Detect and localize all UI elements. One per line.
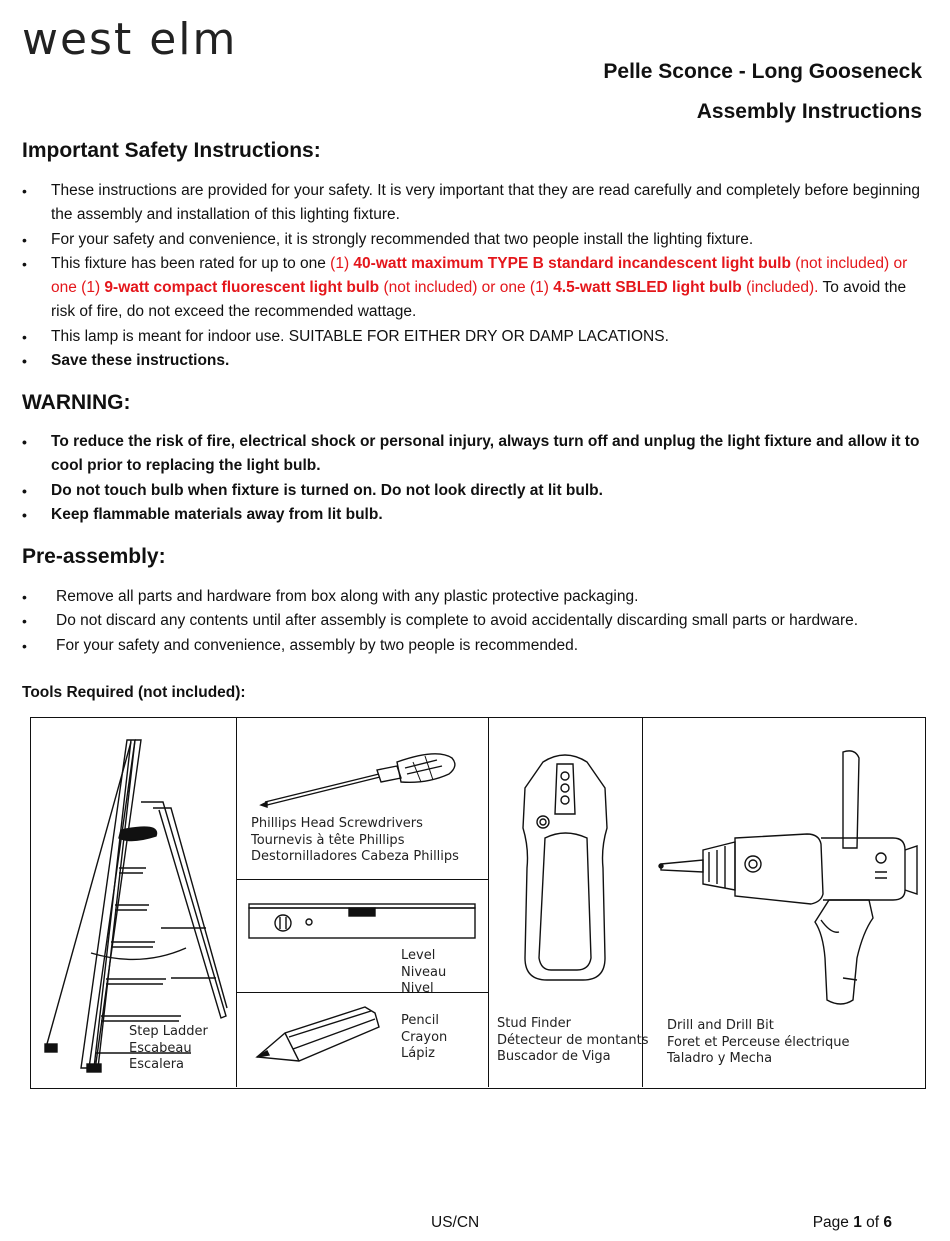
caption-line: Détecteur de montants [497,1032,649,1048]
drill-cell [643,718,925,1087]
document-subtitle: Assembly Instructions [696,100,922,123]
safety-list [22,179,934,373]
screwdriver-caption [251,816,459,866]
preassembly-heading: Pre-assembly: [22,545,166,568]
screwdriver-cell [237,718,489,880]
pencil-cell [237,993,489,1087]
drill-caption [667,1018,850,1068]
list-item: • Do not touch bulb when fixture is turned on. Do not look directly at lit bulb. [22,479,934,503]
caption-line: Lápiz [401,1046,435,1061]
list-item: • Keep flammable materials away from lit bulb. [22,503,934,527]
caption-line: Drill and Drill Bit [667,1018,774,1033]
caption-line: Pencil [401,1013,439,1028]
stud-finder-icon [489,718,641,1008]
list-item: • For your safety and convenience, it is strongly recommended that two people install the lighting fixture. [22,228,934,252]
caption-line: Phillips Head Screwdrivers [251,816,423,831]
list-item: • Save these instructions. [22,349,934,373]
tools-label: Tools Required (not included): [22,684,246,701]
drill-icon [643,718,925,1008]
caption-line: Foret et Perceuse électrique [667,1034,850,1050]
list-item: • These instructions are provided for your safety. It is very important that they are read carefully and completely before beginning the assembly and installation of this lighting fixture. [22,179,934,228]
caption-line: Stud Finder [497,1016,571,1031]
caption-line: Buscador de Viga [497,1049,611,1064]
footer-region: US/CN [431,1214,480,1231]
caption-line: Taladro y Mecha [667,1051,773,1066]
caption-line: Nivel [401,981,434,996]
preassembly-list [22,585,934,658]
brand-logo: west elm [22,14,238,65]
safety-heading: Important Safety Instructions: [22,139,321,162]
warning-list [22,430,934,527]
caption-line: Level [401,948,436,963]
warning-heading: WARNING: [22,391,131,414]
screwdriver-icon [237,718,487,818]
list-item: • Do not discard any contents until after assembly is complete to avoid accidentally discarding small parts or hardware. [22,609,934,633]
list-item: • To reduce the risk of fire, electrical shock or personal injury, always turn off and unplug the light fixture and allow it to cool prior to replacing the light bulb. [22,430,934,479]
ladder-cell [31,718,237,1087]
caption-line: Escalera [129,1057,185,1072]
ladder-caption [129,1024,208,1074]
list-item: • This lamp is meant for indoor use. SUITABLE FOR EITHER DRY OR DAMP LACATIONS. [22,325,934,349]
pencil-caption [401,1013,447,1063]
page-number: Page 1 of 6 [812,1214,892,1231]
stud-finder-caption [497,1016,648,1066]
list-item: • For your safety and convenience, assembly by two people is recommended. [22,634,934,658]
caption-line: Escabeau [129,1040,192,1056]
level-cell [237,880,489,996]
caption-line: Niveau [401,964,447,980]
caption-line: Step Ladder [129,1024,208,1039]
caption-line: Crayon [401,1029,448,1045]
spirit-level-icon [237,896,487,956]
level-caption [401,948,446,998]
list-item: • Remove all parts and hardware from box along with any plastic protective packaging. [22,585,934,609]
tools-panel [30,717,926,1089]
stud-finder-cell [489,718,649,1087]
caption-line: Tournevis à tête Phillips [251,832,405,848]
pencil-icon [253,999,403,1069]
product-title: Pelle Sconce - Long Gooseneck [603,60,922,83]
caption-line: Destornilladores Cabeza Phillips [251,849,459,864]
list-item: • This fixture has been rated for up to one (1) 40-watt maximum TYPE B standard incandescent light bulb (not included) or one (1) 9-watt compact fluorescent light bulb (not included) or one (1) 4.5-watt SBLED light bulb (included). To avoid the risk of fire, do not exceed the recommended wattage. [22,252,934,325]
